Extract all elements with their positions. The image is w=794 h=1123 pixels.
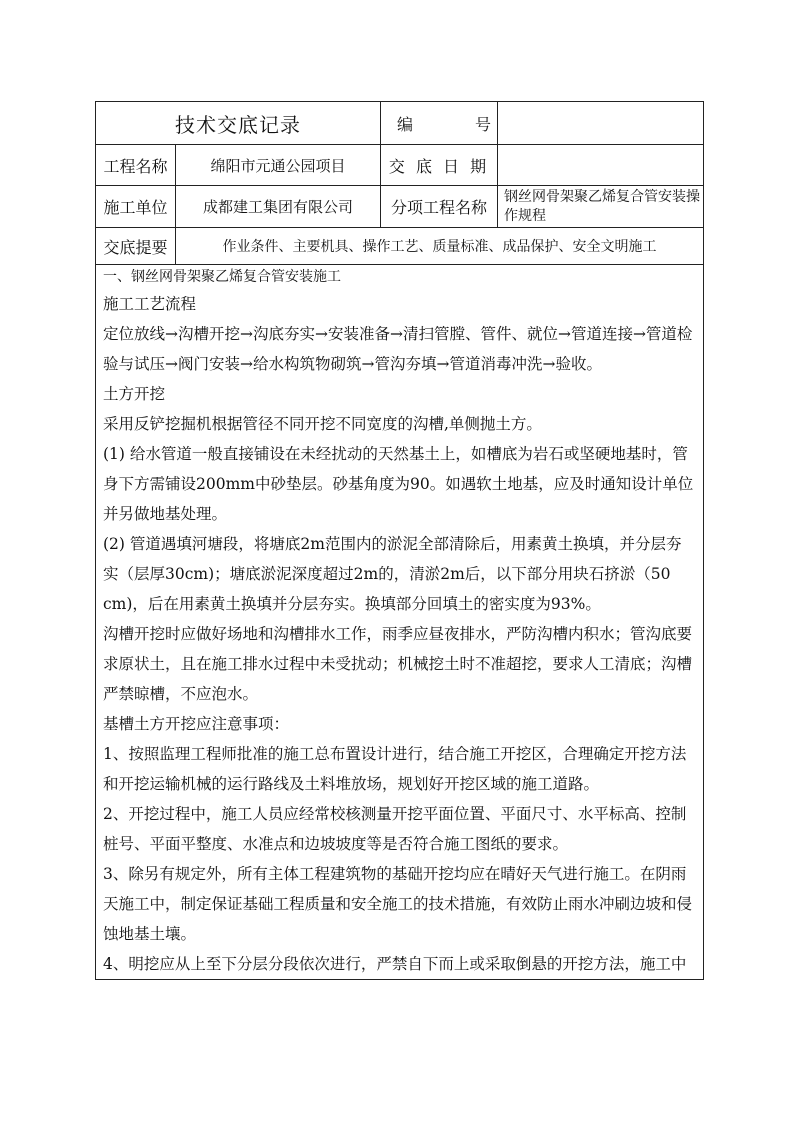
subproject-name-value[interactable]: 钢丝网骨架聚乙烯复合管安装操作规程 [498, 186, 704, 228]
paragraph: 1、按照监理工程师批准的施工总布置设计进行，结合施工开挖区，合理确定开挖方法和开挖运输机械的运行路线及土料堆放场，规划好开挖区域的施工道路。 [103, 745, 687, 793]
serial-number-value[interactable] [498, 102, 704, 145]
project-name-label: 工程名称 [96, 145, 176, 186]
section-heading: 一、钢丝网骨架聚乙烯复合管安装施工 [103, 269, 341, 285]
construction-unit-label: 施工单位 [96, 186, 176, 228]
technical-disclosure-form [95, 101, 704, 980]
subproject-name-label: 分项工程名称 [381, 186, 498, 228]
paragraph: 3、除另有规定外，所有主体工程建筑物的基础开挖均应在晴好天气进行施工。在阴雨天施工中，制定保证基础工程质量和安全施工的技术措施，有效防止雨水冲刷边坡和侵蚀地基土壤。 [103, 865, 693, 943]
serial-number-label: 编 号 [381, 102, 498, 145]
construction-unit-value[interactable]: 成都建工集团有限公司 [176, 186, 381, 228]
paragraph: 4、明挖应从上至下分层分段依次进行，严禁自下而上或采取倒悬的开挖方法，施工中 [103, 955, 687, 973]
form-title: 技术交底记录 [96, 102, 381, 145]
disclosure-summary-value[interactable]: 作业条件、主要机具、操作工艺、质量标准、成品保护、安全文明施工 [176, 228, 704, 265]
paragraph: 采用反铲挖掘机根据管径不同开挖不同宽度的沟槽,单侧抛土方。 [103, 415, 542, 433]
paragraph: 土方开挖 [103, 385, 166, 403]
disclosure-date-value[interactable] [498, 145, 704, 186]
paragraph: (2) 管道遇填河塘段，将塘底2m范围内的淤泥全部清除后，用素黄土换填，并分层夯实（层厚30cm)；塘底淤泥深度超过2m的，清淤2m后，以下部分用块石挤淤（50 cm)，后在用素黄土换填并分层夯实。换填部分回填土的密实度为93%。 [103, 535, 682, 613]
disclosure-summary-label: 交底提要 [96, 228, 176, 265]
project-name-value[interactable]: 绵阳市元通公园项目 [176, 145, 381, 186]
disclosure-date-label: 交 底 日 期 [381, 145, 498, 186]
paragraph: 2、开挖过程中，施工人员应经常校核测量开挖平面位置、平面尺寸、水平标高、控制桩号、平面平整度、水准点和边坡坡度等是否符合施工图纸的要求。 [103, 805, 687, 853]
paragraph: 沟槽开挖时应做好场地和沟槽排水工作，雨季应昼夜排水，严防沟槽内积水；管沟底要求原状土，且在施工排水过程中未受扰动；机械挖土时不准超挖，要求人工清底；沟槽严禁晾槽，不应泡水。 [103, 625, 693, 703]
paragraph: (1) 给水管道一般直接铺设在未经扰动的天然基土上，如槽底为岩石或坚硬地基时，管身下方需铺设200mm中砂垫层。砂基角度为90。如遇软土地基，应及时通知设计单位并另做地基处理。 [103, 445, 694, 523]
disclosure-content [96, 265, 704, 980]
paragraph: 基槽土方开挖应注意事项： [103, 715, 290, 733]
paragraph: 定位放线→沟槽开挖→沟底夯实→安装准备→清扫管膛、管件、就位→管道连接→管道检验与试压→阀门安装→给水构筑物砌筑→管沟夯填→管道消毒冲洗→验收。 [103, 325, 693, 373]
paragraph: 施工工艺流程 [103, 295, 197, 313]
